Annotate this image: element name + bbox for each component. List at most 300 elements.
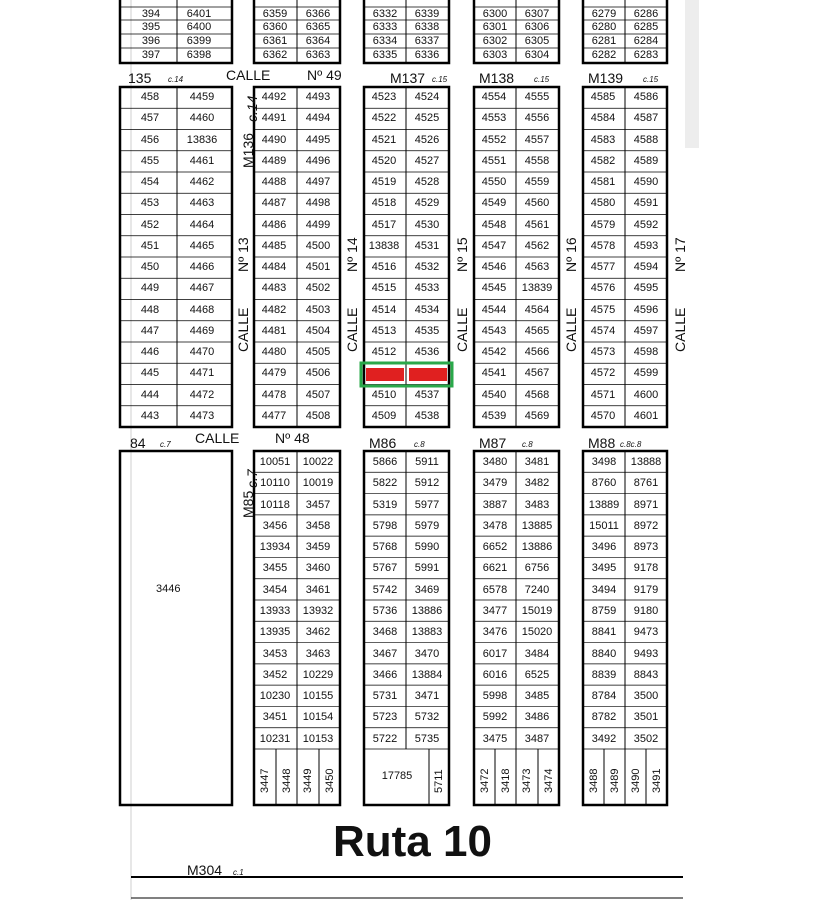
lot-number: 13934 [259,541,291,554]
lot-number: 6304 [524,49,550,61]
lot-number: 395 [141,21,161,33]
lot-number: 457 [140,112,160,125]
lot-number: 4496 [305,154,331,167]
lot-number: 4529 [414,197,440,210]
lot-number: 5912 [414,477,440,490]
street-17-calle: CALLE [672,307,688,352]
lot-number: 15011 [589,519,619,532]
street-15-calle: CALLE [454,307,470,352]
lot-number: 10019 [302,477,334,490]
lot-number: 8971 [633,498,659,511]
lot-number: 4572 [590,367,616,380]
lot-number: 4460 [189,112,215,125]
lot-number: 4555 [524,91,550,103]
lot-number: 3458 [305,519,331,532]
lot-number: 13838 [368,239,400,252]
lot-number: 6359 [262,8,288,20]
lot-number: 13885 [521,519,553,532]
lot-number: 4553 [481,112,507,125]
lot-number: 3500 [633,690,659,703]
lot-number: 10153 [302,732,334,745]
lot-number: 4580 [590,197,616,210]
lot-number: 6400 [186,21,212,33]
lot-number: 6307 [524,8,550,20]
lot-number: 4595 [633,282,659,295]
lot-number: 4537 [414,388,440,401]
lot-number: 4583 [590,133,616,146]
lot-number: 4538 [414,409,440,422]
lot-number: 4590 [633,176,659,188]
lot-number: 3469 [414,583,440,596]
manzana-87-c: c.8 [522,440,533,449]
lot-number: 4592 [633,218,659,231]
lot-number-vertical: 3490 [630,768,642,793]
lot-number: 13884 [411,668,443,681]
manzana-86-c: c.8 [414,440,425,449]
lot-number: 446 [140,346,160,358]
lot-number: 6366 [305,8,331,20]
lot-number: 4520 [371,154,397,167]
lot-number: 8843 [633,668,659,681]
lot-number: 4535 [414,324,440,337]
lot-number: 4523 [371,91,397,103]
lot-number: 5911 [415,456,439,468]
lot-number: 4548 [481,218,507,231]
lot-number: 4593 [633,239,659,252]
lot-number: 4552 [481,133,507,146]
lot-number: 4575 [590,303,616,316]
lot-number: 3460 [305,562,331,575]
lot-number: 445 [140,367,160,380]
lot-number: 4519 [371,176,397,188]
lot-number: 6302 [482,35,508,47]
lot-number: 6286 [633,8,659,20]
lot-number: 4514 [371,303,397,316]
lot-number: 4481 [261,324,287,337]
lot-number: 4527 [414,154,440,167]
lot-number: 3501 [633,711,659,724]
lot-number: 4499 [305,218,331,231]
lot-number: 4568 [524,388,550,401]
lot-number: 6282 [591,49,617,61]
manzana-88-c: c.8c.8 [620,440,642,449]
lot-number: 13883 [411,626,443,639]
lot-number: 6306 [524,21,550,33]
lot-number: 4522 [371,112,397,125]
manzana-136-label: M136 [240,132,256,168]
lot-number: 4596 [633,303,659,316]
lot-number: 447 [140,324,160,337]
lot-number: 4584 [590,112,616,125]
lot-number: 6399 [186,35,212,47]
manzana-135-c: c.14 [168,75,184,84]
lot-number: 5822 [372,477,398,490]
lot-number: 4518 [371,197,397,210]
lot-number: 6365 [305,21,331,33]
lot-number: 4556 [524,112,550,125]
lot-number: 6333 [372,21,398,33]
lot-number: 6362 [262,49,288,61]
lot-number: 6361 [262,35,288,47]
lot-number: 444 [140,388,160,401]
lot-number: 4565 [524,324,550,337]
lot-number: 4497 [305,176,331,188]
lot-number: 6017 [482,647,508,660]
lot-number: 6301 [482,21,508,33]
lot-number: 4480 [261,346,287,358]
lot-number: 6525 [524,668,550,681]
lot-number: 4462 [189,176,215,188]
lot-number: 5319 [372,498,398,511]
manzana-84-c: c.7 [160,440,171,449]
lot-number: 5722 [372,732,398,745]
manzana-136-c: c.14 [244,95,260,122]
lot-number: 4493 [305,91,331,103]
lot-number: 3494 [591,583,617,596]
lot-number: 3453 [262,647,288,660]
lot-number: 15020 [521,626,553,639]
lot-number: 4486 [261,218,287,231]
lot-number: 4526 [414,133,440,146]
lot-number-vertical: 3472 [479,768,491,793]
lot-number: 4589 [633,154,659,167]
manzana-137-label: M137 [390,70,426,86]
lot-number: 8840 [591,647,617,660]
lot-number: 449 [140,282,160,295]
lot-number: 13836 [186,133,218,146]
lot-number: 4505 [305,346,331,358]
lot-number: 4470 [189,346,215,358]
lot-number: 4490 [261,133,287,146]
lot-number: 4466 [189,261,215,273]
lot-number: 6360 [262,21,288,33]
lot-number: 5731 [372,690,398,703]
lot-number: 4577 [590,261,616,273]
lot-number: 5742 [372,583,398,596]
lot-number: 6285 [633,21,659,33]
lot-number: 10231 [259,732,291,745]
street-calle-48-number: Nº 48 [275,430,310,446]
lot-number: 452 [140,218,160,231]
manzana-85-c: c.7 [244,469,260,488]
lot-number: 4546 [481,261,507,273]
lot-number-vertical: 3448 [281,768,293,793]
lot-number-vertical: 3488 [588,768,600,793]
lot-number: 4585 [590,91,616,103]
street-14-number: Nº 14 [344,237,360,272]
lot-number: 13888 [630,456,662,468]
street-16-number: Nº 16 [563,237,579,272]
lot-number: 13933 [259,605,291,617]
lot-number: 4468 [189,303,215,316]
lot-number: 6337 [414,35,440,47]
lot-number: 3478 [482,519,508,532]
street-15-number: Nº 15 [454,237,470,272]
lot-number: 4599 [633,367,659,380]
lot-number: 3452 [262,668,288,681]
lot-number: 3466 [372,668,398,681]
lot-number: 4487 [261,197,287,210]
lot-number: 8839 [591,668,617,681]
lot-number: 4515 [371,282,397,295]
lot-number: 3454 [262,583,288,596]
lot-number: 6281 [591,35,617,47]
lot-number: 4502 [305,282,331,295]
lot-number: 8760 [591,477,617,490]
lot-number: 3484 [524,647,550,660]
lot-number: 4587 [633,112,659,125]
lot-number: 3482 [524,477,550,490]
lot-number: 4469 [189,324,215,337]
lot-number: 4571 [590,388,616,401]
manzana-138-c: c.15 [534,75,550,84]
lot-number: 3463 [305,647,331,660]
lot-number: 6621 [482,562,508,575]
lot-number: 4479 [261,367,287,380]
lot-number: 4531 [414,239,440,252]
lot-number: 456 [140,133,160,146]
lot-number: 4541 [481,367,507,380]
lot-number: 4503 [305,303,331,316]
lot-number: 4510 [371,388,397,401]
lot-number: 5991 [414,562,440,575]
lot-number: 6364 [305,35,331,47]
road-ruta-10: Ruta 10 [333,817,492,866]
lot-number: 4586 [633,91,659,103]
lot-3446: 3446 [156,583,181,595]
manzana-304-c: c.1 [233,868,244,877]
lot-number: 4591 [633,197,659,210]
lot-number: 4467 [189,282,215,295]
lot-number: 13935 [259,626,291,639]
lot-number-vertical: 3473 [521,768,533,793]
lot-number: 3479 [482,477,508,490]
lot-number: 3457 [305,498,331,511]
lot-number: 4473 [189,409,215,422]
lot-number: 8841 [591,626,617,639]
lot-number: 3477 [482,605,508,617]
lot-number: 4549 [481,197,507,210]
lot-number: 4570 [590,409,616,422]
lot-number-vertical: 3418 [500,768,512,793]
lot-number: 4573 [590,346,616,358]
lot-number: 4478 [261,388,287,401]
lot-number: 4488 [261,176,287,188]
lot-number: 9180 [633,605,659,617]
lot-number: 3486 [524,711,550,724]
lot-number: 4507 [305,388,331,401]
lot-number: 5735 [414,732,440,745]
lot-number: 8973 [633,541,659,554]
lot-number: 4463 [189,197,215,210]
lot-number: 4534 [414,303,440,316]
lot-number: 4464 [189,218,215,231]
lot-number: 6578 [482,583,508,596]
lot-number: 4524 [414,91,440,103]
manzana-88-label: M88 [588,435,616,451]
lot-number: 4484 [261,261,287,273]
lot-number: 9179 [633,583,659,596]
lot-number-wide: 17785 [381,770,413,782]
lot-number: 9178 [633,562,659,575]
lot-number: 3471 [414,690,440,703]
lot-number: 4532 [414,261,440,273]
lot-number: 4547 [481,239,507,252]
lot-number: 4517 [371,218,397,231]
lot-number: 4498 [305,197,331,210]
lot-number: 4483 [261,282,287,295]
street-13-number: Nº 13 [235,237,251,272]
lot-number: 4542 [481,346,507,358]
manzana-84-label: 84 [130,435,146,451]
lot-number: 6363 [305,49,331,61]
lot-number: 6284 [633,35,659,47]
lot-number: 4540 [481,388,507,401]
lot-number: 4471 [189,367,215,380]
lot-number: 6279 [591,8,617,20]
lot-number: 4482 [261,303,287,316]
lot-number: 4494 [305,112,331,125]
lot-number: 4530 [414,218,440,231]
lot-number-vertical: 3449 [302,768,314,793]
lot-number: 4554 [481,91,507,103]
lot-number: 10154 [302,711,334,724]
lot-number: 6652 [482,541,508,554]
street-16-calle: CALLE [563,307,579,352]
lot-number: 3502 [633,732,659,745]
lot-number: 4504 [305,324,331,337]
lot-number: 3461 [305,583,331,596]
lot-number: 448 [140,303,160,316]
street-13-calle: CALLE [235,307,251,352]
lot-number-vertical: 3450 [324,768,336,793]
lot-number: 3468 [372,626,398,639]
lot-number: 5736 [372,605,398,617]
lot-number: 397 [141,49,161,61]
lot-number: 8761 [633,477,659,490]
lot-number: 6756 [524,562,550,575]
lot-number: 4477 [261,409,287,422]
lot-number-vertical: 5711 [433,769,445,793]
lot-number: 3456 [262,519,288,532]
lot-number: 13886 [411,605,443,617]
lot-number: 4567 [524,367,550,380]
lot-number: 13889 [588,498,620,511]
lot-number: 15019 [521,605,553,617]
manzana-135-label: 135 [128,70,152,86]
lot-number: 4581 [590,176,616,188]
lot-number: 4489 [261,154,287,167]
lot-number: 4539 [481,409,507,422]
lot-number: 3483 [524,498,550,511]
lot-number: 4566 [524,346,550,358]
lot-number: 4459 [189,91,215,103]
lot-number: 4551 [481,154,507,167]
lot-number: 6336 [414,49,440,61]
manzana-137-c: c.15 [432,75,448,84]
lot-number: 6401 [186,8,212,20]
lot-number: 4594 [633,261,659,273]
lot-number: 6283 [633,49,659,61]
lot-number: 3480 [482,456,508,468]
manzana-85-label: M85 [240,490,256,518]
lot-number: 4582 [590,154,616,167]
lot-number: 4561 [524,218,550,231]
lot-number: 6300 [482,8,508,20]
lot-number: 6303 [482,49,508,61]
lot-number-vertical: 3489 [609,768,621,793]
lot-number: 8972 [633,519,659,532]
lot-number: 3496 [591,541,617,554]
lot-number: 3492 [591,732,617,745]
lot-number: 10022 [302,456,334,468]
lot-number: 3485 [524,690,550,703]
manzana-139-c: c.15 [643,75,659,84]
lot-number: 4508 [305,409,331,422]
lot-number: 4545 [481,282,507,295]
lot-number: 6332 [372,8,398,20]
lot-number: 4569 [524,409,550,422]
lot-number: 4465 [189,239,215,252]
lot-number: 4543 [481,324,507,337]
lot-number: 10230 [259,690,291,703]
lot-number: 4533 [414,282,440,295]
lot-number: 4500 [305,239,331,252]
lot-number: 4597 [633,324,659,337]
lot-number: 450 [140,261,160,273]
street-calle-49-label: CALLE [226,67,271,83]
lot-number: 5977 [414,498,440,511]
lot-number: 6338 [414,21,440,33]
lot-number: 7240 [524,583,550,596]
lot-number: 6016 [482,668,508,681]
manzana-139-label: M139 [588,70,624,86]
lot-number: 4512 [371,346,397,358]
street-17-number: Nº 17 [672,237,688,272]
lot-number: 455 [140,154,160,167]
lot-number-vertical: 3447 [259,768,271,793]
lot-number: 454 [140,176,160,188]
lot-number: 6398 [186,49,212,61]
street-calle-48-label: CALLE [195,430,240,446]
lot-number: 4521 [371,133,397,146]
lot-number: 3498 [591,456,617,468]
lot-number: 3462 [305,626,331,639]
lot-number: 4574 [590,324,616,337]
lot-number: 4600 [633,388,659,401]
lot-number-vertical: 3474 [543,768,555,793]
lot-number: 4491 [261,112,287,125]
lot-number: 5798 [372,519,398,532]
lot-number: 4525 [414,112,440,125]
lot-number: 3467 [372,647,398,660]
lot-number: 4513 [371,324,397,337]
lot-number: 10155 [302,690,334,703]
lot-number: 396 [141,35,161,47]
lot-number: 6334 [372,35,398,47]
lot-number: 3470 [414,647,440,660]
lot-number: 5998 [482,690,508,703]
lot-number: 458 [140,91,160,103]
lot-number: 8759 [591,605,617,617]
lot-number: 4562 [524,239,550,252]
lot-number: 4544 [481,303,507,316]
lot-number: 4501 [305,261,331,273]
lot-number: 3475 [482,732,508,745]
lot-number: 4559 [524,176,550,188]
lot-number: 4601 [633,409,659,422]
lot-number: 4560 [524,197,550,210]
